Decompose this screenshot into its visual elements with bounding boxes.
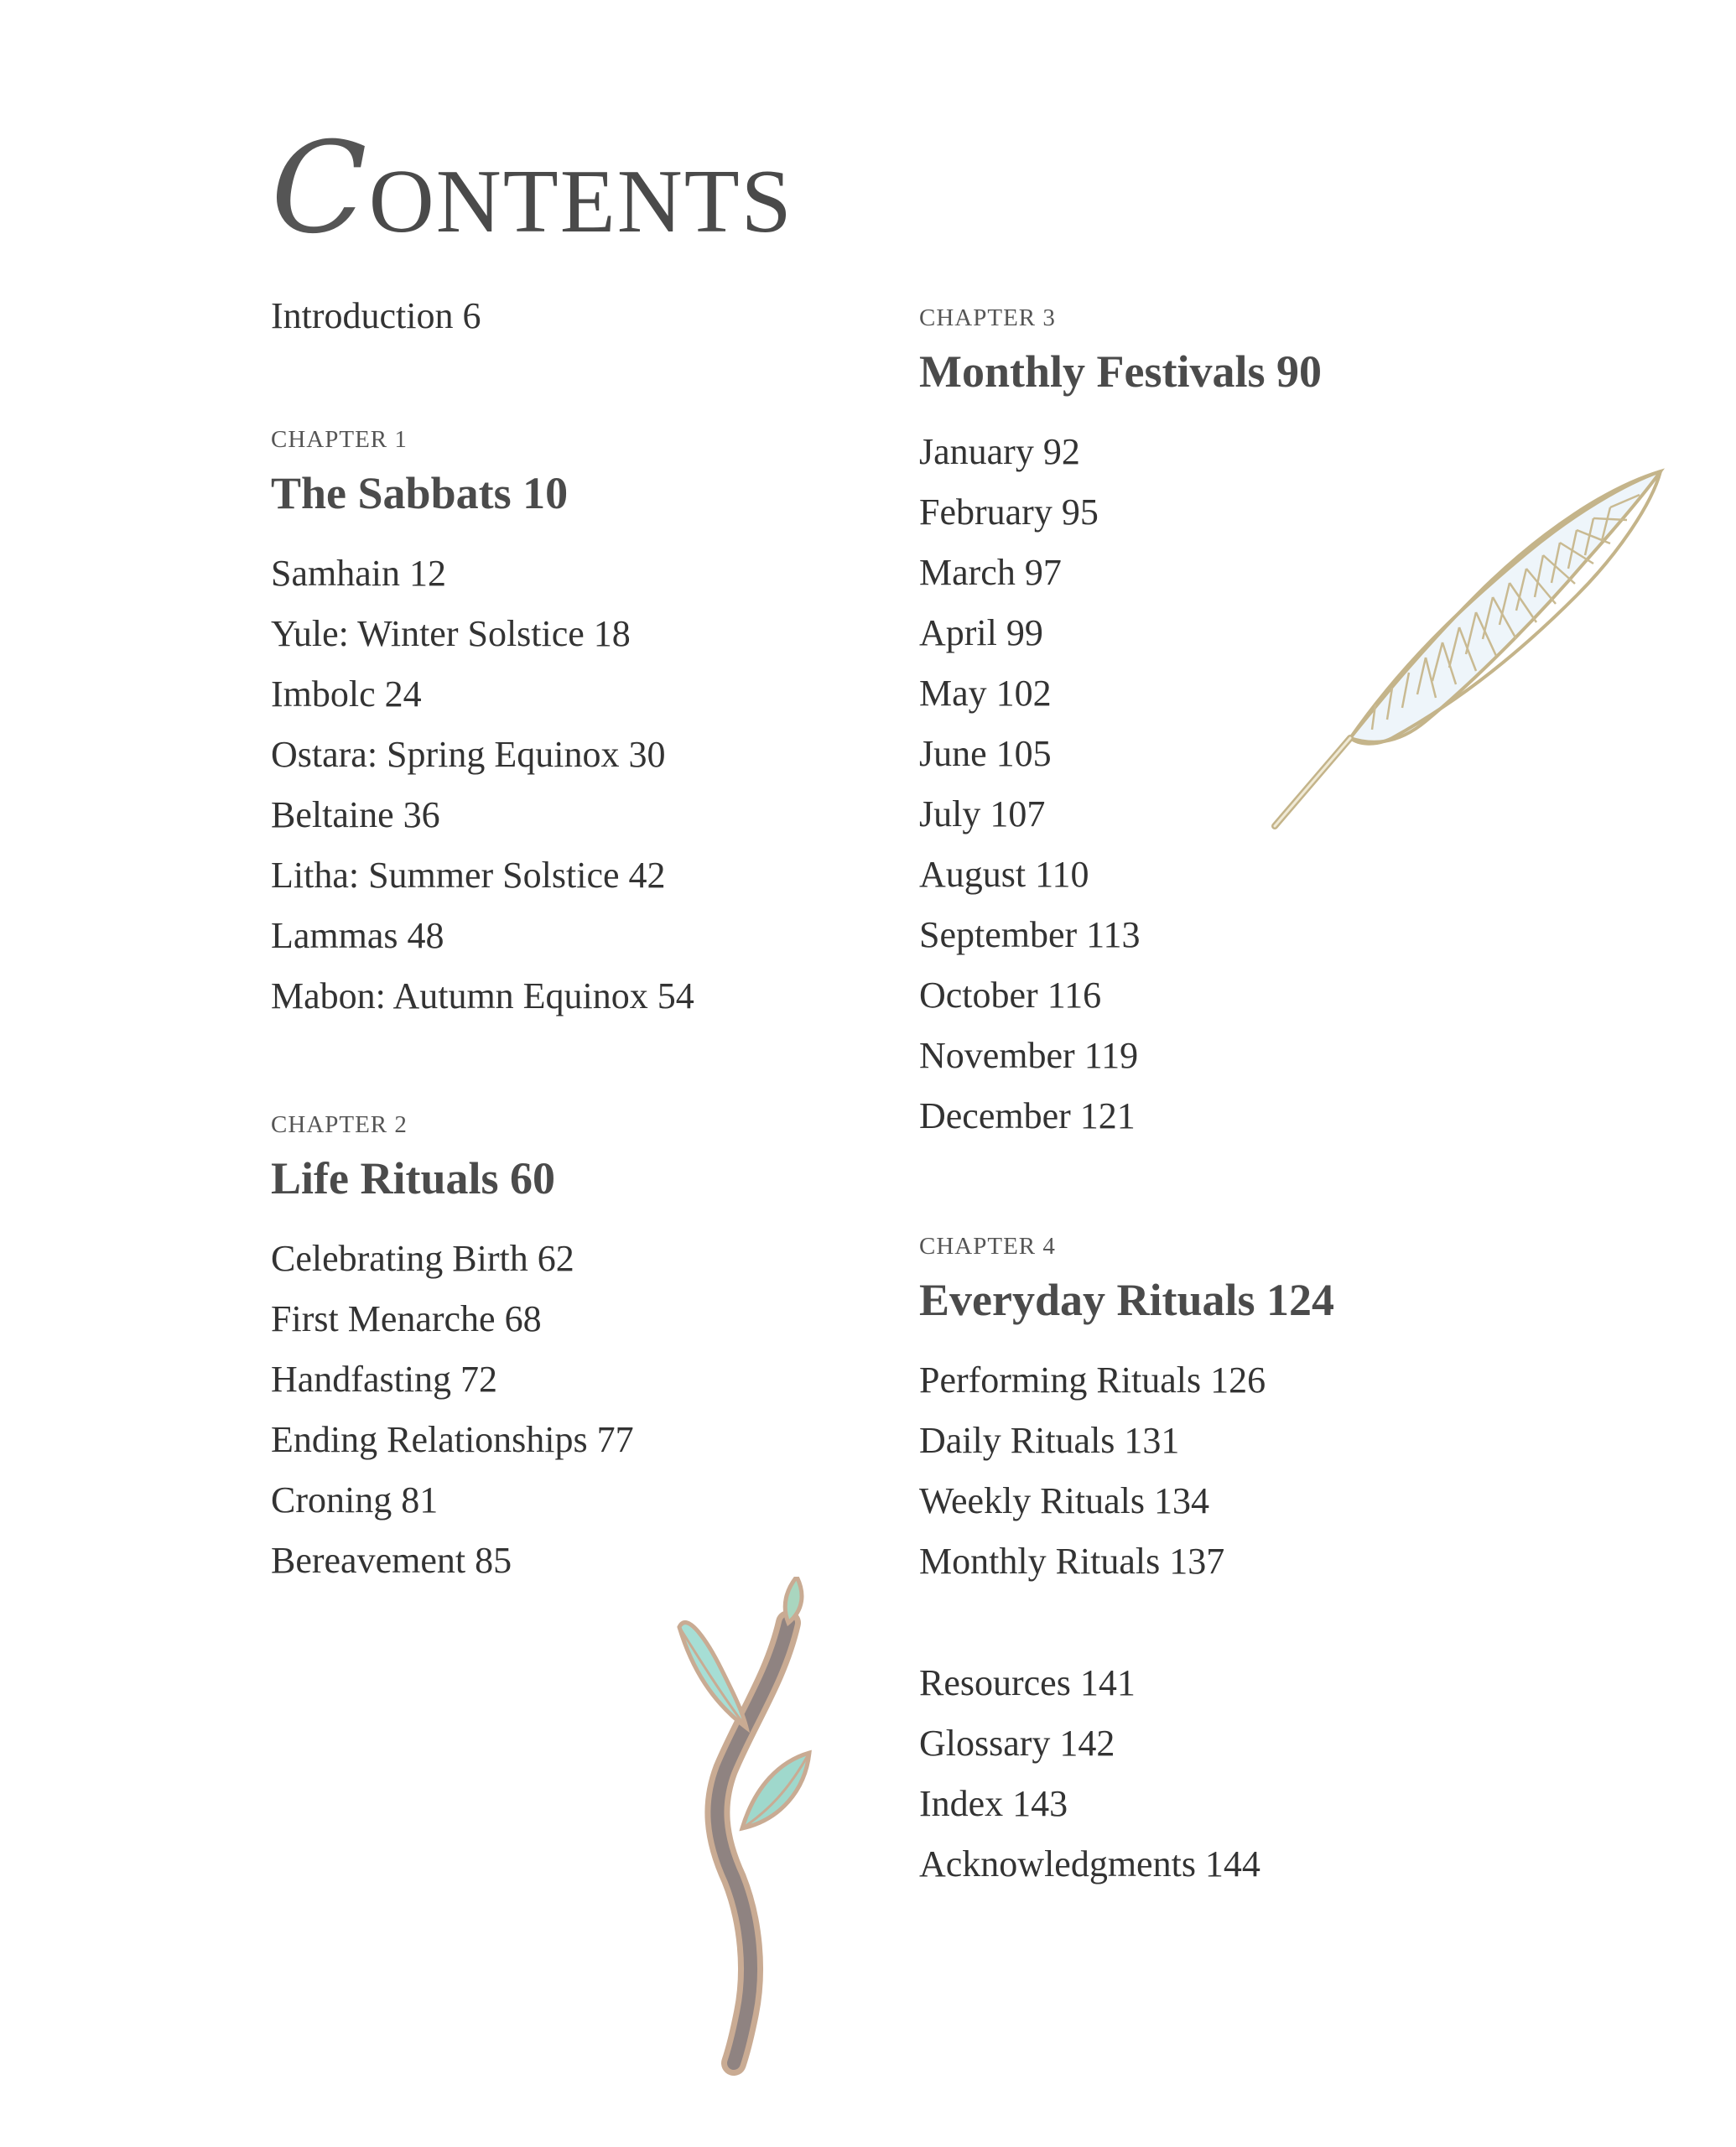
toc-entry[interactable]: Monthly Rituals 137: [919, 1541, 1225, 1582]
toc-entry[interactable]: Imbolc 24: [271, 673, 422, 715]
toc-entry[interactable]: Ending Relationships 77: [271, 1419, 634, 1460]
toc-entry[interactable]: June 105: [919, 733, 1052, 774]
toc-entry-introduction[interactable]: Introduction 6: [271, 295, 481, 336]
toc-entry[interactable]: May 102: [919, 673, 1052, 714]
toc-entry[interactable]: First Menarche 68: [271, 1298, 542, 1339]
toc-entry[interactable]: December 121: [919, 1095, 1136, 1136]
toc-entry[interactable]: Mabon: Autumn Equinox 54: [271, 975, 694, 1016]
toc-entry[interactable]: November 119: [919, 1035, 1139, 1076]
toc-entry[interactable]: Ostara: Spring Equinox 30: [271, 734, 666, 775]
toc-entry[interactable]: September 113: [919, 914, 1141, 955]
toc-entry-resources[interactable]: Resources 141: [919, 1662, 1136, 1703]
toc-entry[interactable]: Bereavement 85: [271, 1540, 512, 1581]
chapter-1-label: CHAPTER 1: [271, 426, 408, 453]
title-initial: C: [271, 116, 369, 262]
toc-entry[interactable]: Samhain 12: [271, 553, 446, 594]
toc-entry[interactable]: Yule: Winter Solstice 18: [271, 613, 631, 654]
toc-entry-glossary[interactable]: Glossary 142: [919, 1723, 1115, 1764]
toc-entry[interactable]: July 107: [919, 793, 1046, 834]
page-title: [271, 116, 793, 262]
chapter-4-title[interactable]: Everyday Rituals 124: [919, 1275, 1335, 1325]
chapter-2-title[interactable]: Life Rituals 60: [271, 1153, 556, 1203]
toc-entry-acknowledgments[interactable]: Acknowledgments 144: [919, 1843, 1260, 1884]
toc-entry[interactable]: Celebrating Birth 62: [271, 1238, 574, 1279]
toc-entry[interactable]: Beltaine 36: [271, 794, 440, 835]
toc-entry[interactable]: October 116: [919, 975, 1102, 1016]
toc-entry[interactable]: Weekly Rituals 134: [919, 1480, 1209, 1521]
toc-entry-index[interactable]: Index 143: [919, 1783, 1068, 1824]
title-rest: ONTENTS: [368, 152, 793, 252]
toc-entry[interactable]: March 97: [919, 552, 1062, 593]
toc-entry[interactable]: Daily Rituals 131: [919, 1420, 1180, 1461]
chapter-3-label: CHAPTER 3: [919, 304, 1056, 331]
leaf-sprig-icon: [663, 1577, 830, 2080]
chapter-1-title[interactable]: The Sabbats 10: [271, 468, 569, 518]
toc-entry[interactable]: Performing Rituals 126: [919, 1359, 1266, 1401]
chapter-3-title[interactable]: Monthly Festivals 90: [919, 346, 1322, 397]
feather-icon: [1258, 461, 1677, 839]
toc-entry[interactable]: Litha: Summer Solstice 42: [271, 855, 666, 896]
toc-entry[interactable]: February 95: [919, 491, 1099, 533]
toc-entry[interactable]: Croning 81: [271, 1479, 439, 1521]
toc-entry[interactable]: Lammas 48: [271, 915, 444, 956]
toc-entry[interactable]: August 110: [919, 854, 1089, 895]
toc-entry[interactable]: January 92: [919, 431, 1080, 472]
chapter-2-label: CHAPTER 2: [271, 1111, 408, 1138]
toc-entry[interactable]: April 99: [919, 612, 1043, 653]
toc-entry[interactable]: Handfasting 72: [271, 1359, 498, 1400]
chapter-4-label: CHAPTER 4: [919, 1233, 1056, 1260]
